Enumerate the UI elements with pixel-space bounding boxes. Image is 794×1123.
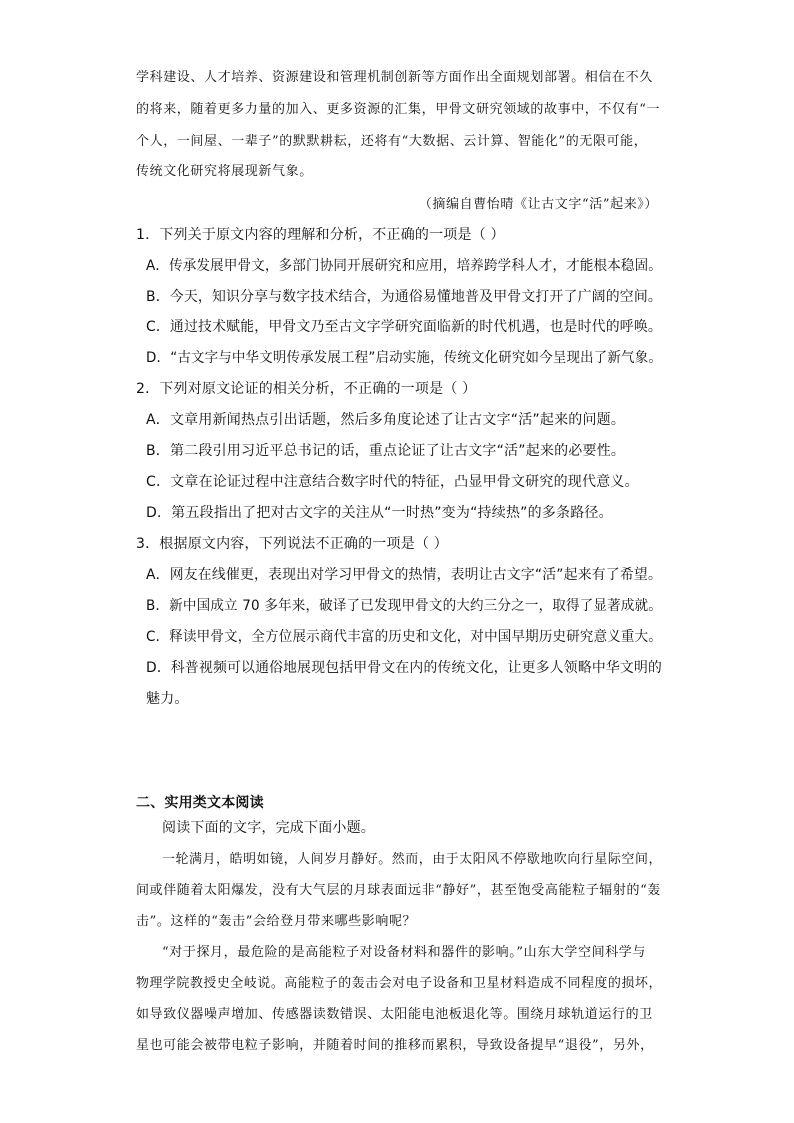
- question-stem: 3．根据原文内容，下列说法不正确的一项是（ ）: [136, 536, 448, 552]
- paragraph-line: 物理学院教授史全岐说。高能粒子的轰击会对电子设备和卫星材料造成不同程度的损坏，: [136, 976, 663, 991]
- option-c: C．释读甲骨文，全方位展示商代丰富的历史和文化，对中国早期历史研究意义重大。: [146, 629, 662, 645]
- passage-line: 学科建设、人才培养、资源建设和管理机制创新等方面作出全面规划部署。相信在不久: [136, 70, 653, 85]
- question-stem: 2．下列对原文论证的相关分析，不正确的一项是（ ）: [136, 381, 477, 397]
- paragraph-line: “对于探月，最危险的是高能粒子对设备材料和器件的影响。”山东大学空间科学与: [162, 945, 646, 960]
- option-c: C．通过技术赋能，甲骨文乃至古文字学研究面临新的时代机遇，也是时代的呼唤。: [146, 319, 662, 335]
- paragraph-line: 间或伴随着太阳爆发，没有大气层的月球表面远非“静好”，甚至饱受高能粒子辐射的“轰: [136, 883, 661, 898]
- paragraph-line: 一轮满月，皓明如镜，人间岁月静好。然而，由于太阳风不停歇地吹向行星际空间，: [162, 852, 662, 867]
- option-d: D．科普视频可以通俗地展现包括甲骨文在内的传统文化，让更多人领略中华文明的: [146, 660, 663, 676]
- option-b: B．新中国成立 70 多年来，破译了已发现甲骨文的大约三分之一，取得了显著成就。: [146, 598, 663, 614]
- section-heading: 二、实用类文本阅读: [136, 795, 264, 811]
- option-d: D．“古文字与中华文明传承发展工程”启动实施，传统文化研究如今呈现出了新气象。: [146, 350, 662, 366]
- paragraph-line: 击”。这样的“轰击”会给登月带来哪些影响呢？: [136, 914, 417, 929]
- option-d: D．第五段指出了把对古文字的关注从“一时热”变为“持续热”的多条路径。: [146, 505, 613, 521]
- question-stem: 1．下列关于原文内容的理解和分析，不正确的一项是（ ）: [136, 227, 505, 243]
- option-a: A．网友在线催更，表现出对学习甲骨文的热情，表明让古文字“活”起来有了希望。: [146, 567, 663, 583]
- option-c: C．文章在论证过程中注意结合数字时代的特征，凸显甲骨文研究的现代意义。: [146, 474, 639, 490]
- option-b: B．第二段引用习近平总书记的话，重点论证了让古文字“活”起来的必要性。: [146, 443, 626, 459]
- passage-line: 的将来，随着更多力量的加入、更多资源的汇集，甲骨文研究领域的故事中，不仅有“一: [136, 102, 661, 117]
- option-b: B．今天，知识分享与数字技术结合，为通俗易懂地普及甲骨文打开了广阔的空间。: [146, 289, 663, 305]
- option-a: A．文章用新闻热点引出话题，然后多角度论述了让古文字“活”起来的问题。: [146, 412, 626, 428]
- paragraph-line: 如导致仪器噪声增加、传感器读数错误、太阳能电池板退化等。围绕月球轨道运行的卫: [136, 1007, 653, 1022]
- passage-line: 个人，一间屋、一辈子”的默默耕耘，还将有“大数据、云计算、智能化”的无限可能，: [136, 134, 648, 149]
- source-citation: （摘编自曹怡晴《让古文字“活”起来》）: [418, 197, 658, 212]
- paragraph-line: 星也可能会被带电粒子影响，并随着时间的推移而累积，导致设备提早“退役”，另外，: [136, 1038, 654, 1053]
- option-d-continued: 魅力。: [146, 691, 189, 707]
- passage-line: 传统文化研究将展现新气象。: [136, 164, 313, 179]
- section-instruction: 阅读下面的文字，完成下面小题。: [162, 820, 375, 836]
- option-a: A．传承发展甲骨文，多部门协同开展研究和应用，培养跨学科人才，才能根本稳固。: [146, 258, 662, 274]
